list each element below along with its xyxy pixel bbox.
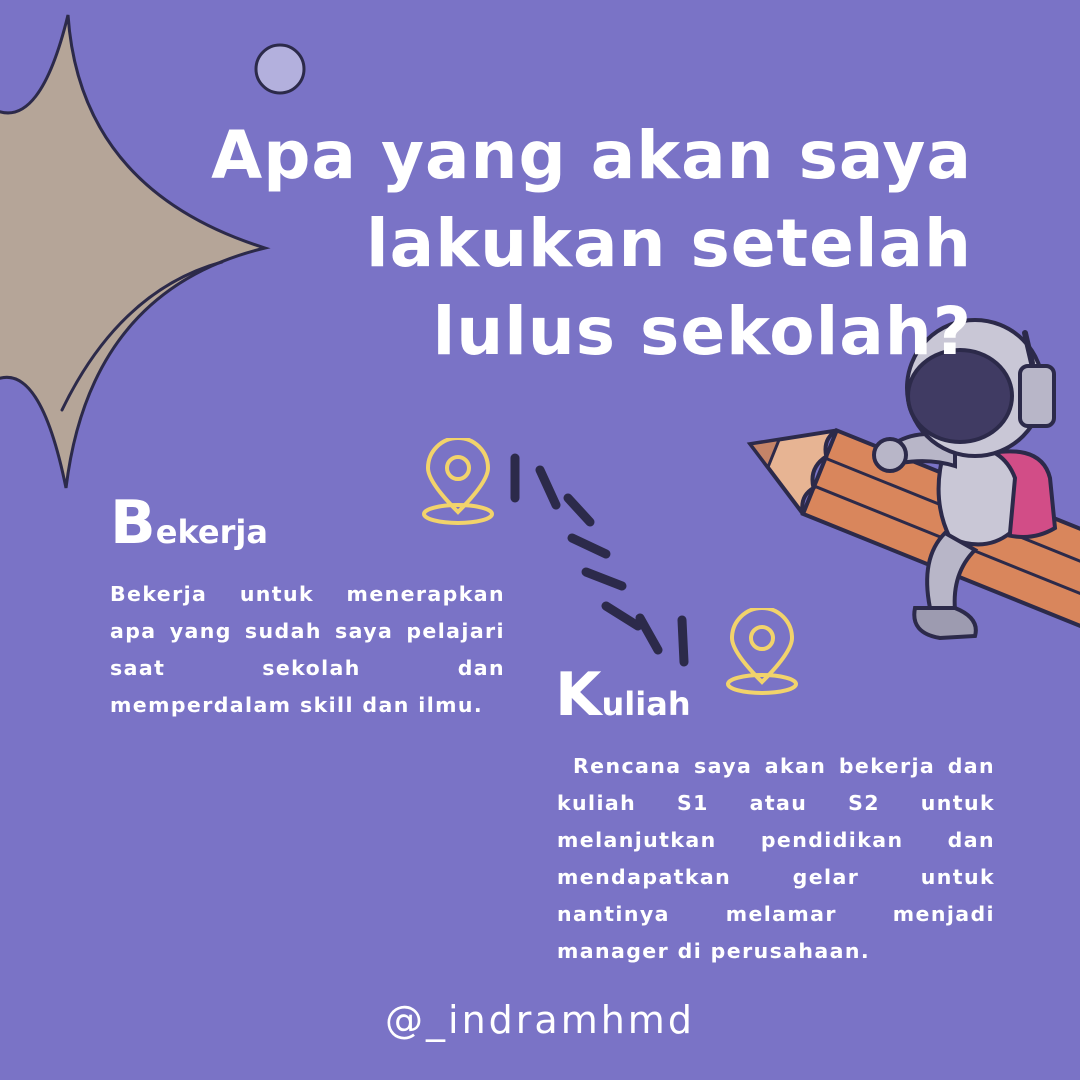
title-line-3: lulus sekolah? [432,293,972,370]
option-kuliah-heading [555,660,691,730]
option-kuliah-text: Rencana saya akan bekerja dan kuliah S1 atau S2 untuk melanjutkan pendidikan dan mendapatkan gelar untuk nantinya melamar menjadi manager di perusahaan. [557,754,995,963]
page-title [192,112,972,376]
social-handle: @_indramhmd [385,998,695,1042]
dashed-path-decoration [490,440,710,680]
location-pin-icon [420,438,496,526]
circle-dot-icon [252,42,308,98]
heading-rest: ekerja [155,513,268,551]
heading-rest: uliah [601,685,691,723]
heading-initial: K [555,660,602,730]
location-pin-icon [724,608,800,696]
title-line-2: lakukan setelah [366,205,972,282]
title-line-1: Apa yang akan saya [211,117,972,194]
option-bekerja-heading [110,488,268,558]
option-bekerja-text: Bekerja untuk menerapkan apa yang sudah saya pelajari saat sekolah dan memperdalam skill dan ilmu. [110,582,505,717]
heading-initial: B [110,488,156,558]
